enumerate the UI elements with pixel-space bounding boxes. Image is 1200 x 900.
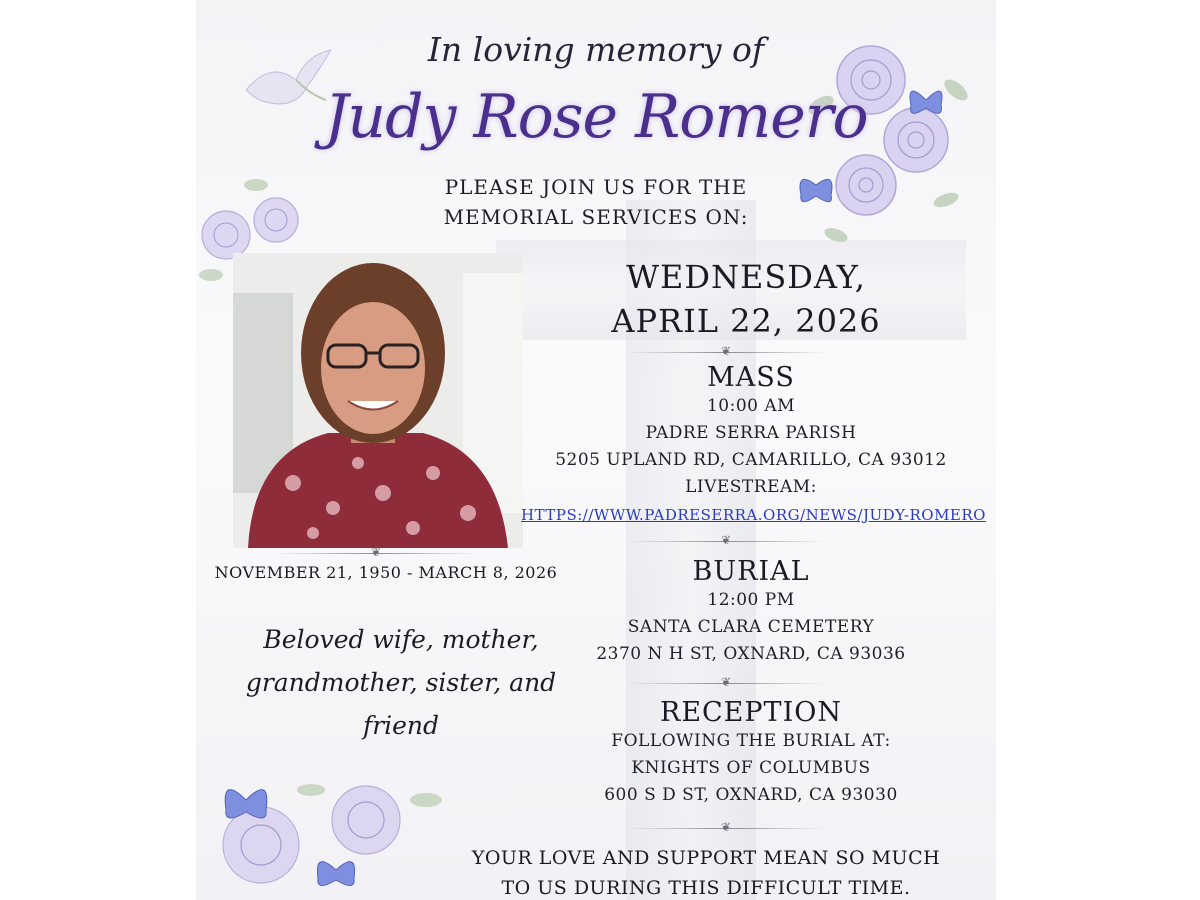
service-date <box>556 255 936 343</box>
closing-line: TO US DURING THIS DIFFICULT TIME. <box>501 877 911 899</box>
divider-flourish <box>626 828 826 829</box>
mass-time: 10:00 AM <box>706 396 796 416</box>
tribute-line: friend <box>362 711 440 740</box>
roses-bottom-left-icon <box>206 770 456 900</box>
memorial-flyer <box>196 0 996 900</box>
livestream-link[interactable]: HTTPS://WWW.PADRESERRA.ORG/NEWS/JUDY-ROMERO <box>521 506 986 524</box>
portrait-photo <box>233 253 523 548</box>
intro-text: In loving memory of <box>427 30 765 69</box>
mass-heading: MASS <box>707 362 795 393</box>
divider-flourish <box>276 553 476 554</box>
burial-address: 2370 N H ST, OXNARD, CA 93036 <box>596 644 906 664</box>
burial-heading: BURIAL <box>692 556 810 587</box>
divider-flourish <box>626 683 826 684</box>
portrait-figure <box>233 253 523 548</box>
full-date: APRIL 22, 2026 <box>611 302 881 340</box>
closing-line: YOUR LOVE AND SUPPORT MEAN SO MUCH <box>471 847 941 869</box>
closing-message <box>426 843 986 900</box>
reception-address: 600 S D ST, OXNARD, CA 93030 <box>604 785 898 805</box>
weekday: WEDNESDAY, <box>626 258 866 296</box>
reception-section <box>526 697 976 809</box>
tribute-line: grandmother, sister, and <box>245 668 557 697</box>
burial-time: 12:00 PM <box>707 590 795 610</box>
invitation-line: PLEASE JOIN US FOR THE <box>444 175 748 199</box>
invitation-text <box>346 172 846 232</box>
burial-section <box>526 556 976 668</box>
mass-place: PADRE SERRA PARISH <box>645 423 857 443</box>
life-dates: NOVEMBER 21, 1950 - MARCH 8, 2026 <box>214 563 558 582</box>
livestream-label: LIVESTREAM: <box>685 477 817 497</box>
reception-place: KNIGHTS OF COLUMBUS <box>631 758 871 778</box>
divider-flourish <box>626 541 826 542</box>
divider-flourish <box>626 352 826 353</box>
burial-place: SANTA CLARA CEMETERY <box>627 617 875 637</box>
mass-section <box>526 362 976 501</box>
reception-heading: RECEPTION <box>659 697 842 728</box>
mass-address: 5205 UPLAND RD, CAMARILLO, CA 93012 <box>555 450 947 470</box>
deceased-name: Judy Rose Romero <box>324 82 868 152</box>
reception-line: FOLLOWING THE BURIAL AT: <box>611 731 891 751</box>
invitation-line: MEMORIAL SERVICES ON: <box>443 205 749 229</box>
tribute-line: Beloved wife, mother, <box>263 625 539 654</box>
